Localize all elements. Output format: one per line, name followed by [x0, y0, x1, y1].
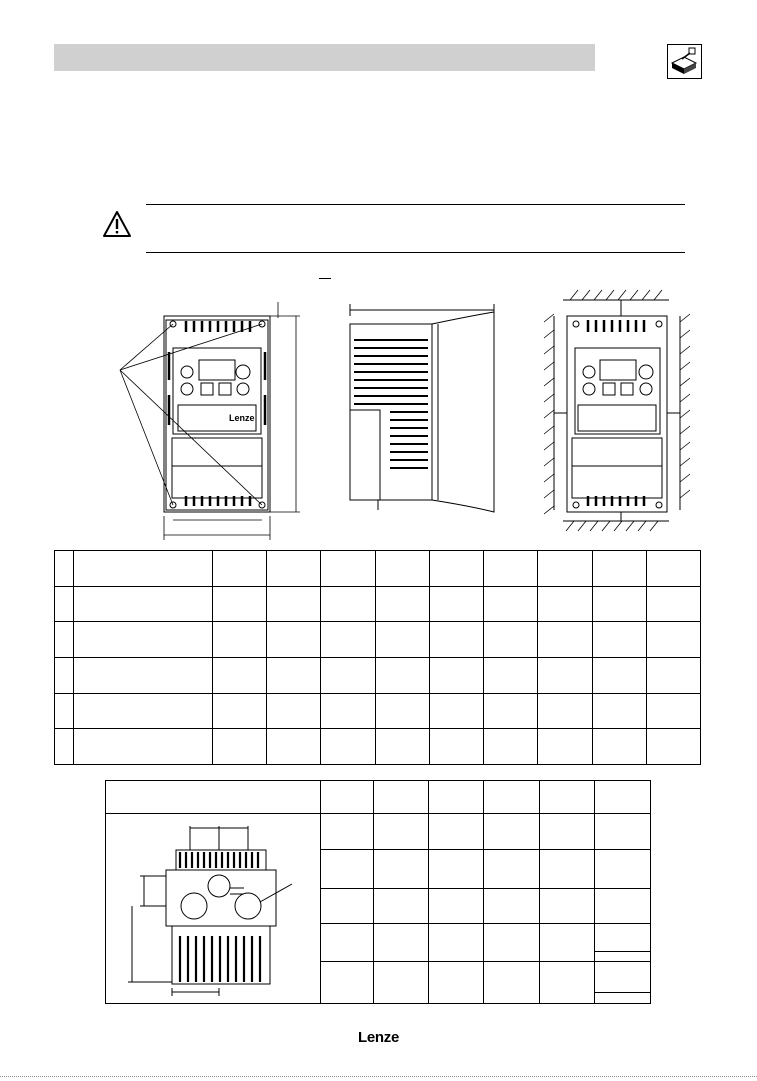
table-row	[55, 551, 701, 587]
table-row	[55, 657, 701, 693]
drive-dimension-drawings	[0, 270, 757, 550]
bottom-view-drawing	[106, 814, 318, 998]
brand-logo: Lenze	[357, 1029, 399, 1046]
section-header-bar	[54, 44, 595, 71]
table-row	[55, 622, 701, 658]
warning-icon	[102, 210, 132, 238]
keypad-logo: Lenze	[229, 413, 255, 423]
bottom-view-cell	[106, 814, 321, 1004]
dimensions-table	[54, 550, 701, 765]
installation-icon	[667, 44, 702, 79]
table-row	[55, 693, 701, 729]
table-row	[106, 781, 651, 814]
conduit-table	[105, 780, 651, 1004]
warning-top-rule	[146, 204, 685, 205]
table-row	[55, 586, 701, 622]
footer-rule	[0, 1076, 757, 1077]
table-row	[55, 729, 701, 765]
table-row	[106, 814, 651, 850]
warning-bottom-rule	[146, 252, 685, 253]
